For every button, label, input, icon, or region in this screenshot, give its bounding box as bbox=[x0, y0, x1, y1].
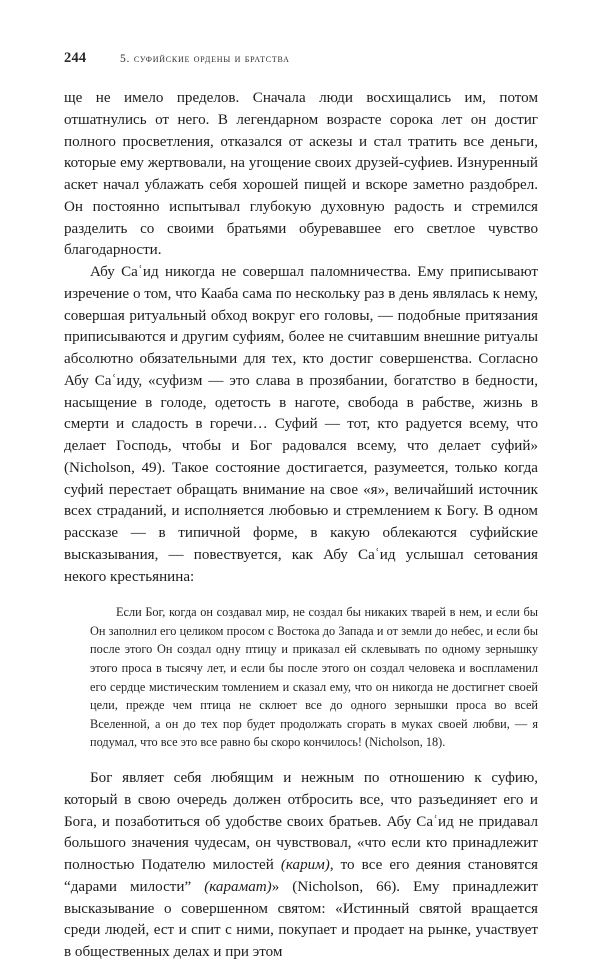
paragraph-continued: ще не имело пределов. Сначала люди восхищались им, потом отшатнулись от него. В легендарном возрасте сорока лет он достиг полного просветления, отказался от аскезы и стал тратить все деньги, которые ему жертвовали, на угощение своих друзей-суфиев. Изнуренный аскет начал ублажать себя хорошей пищей и вскоре заметно раздобрел. Он постоянно испытывал глубокую духовную радость и стремился разделить со своими братьями обуревавшее его светлое чувство благодарности. bbox=[64, 90, 538, 259]
paragraph-segment-1: Бог являет себя любящим и нежным по отношению к суфию, который в свою очередь должен отбросить все, что разъединяет его и Бога, и позаботиться об удобстве своих братьев. Абу Саʿид не придавал большого значения чудесам, он чувствовал, «что если кто принадлежит полностью Подателю милостей bbox=[64, 770, 538, 873]
text-block bbox=[64, 88, 538, 964]
italic-term-karamat: (карамат) bbox=[204, 878, 272, 895]
italic-term-karim: (карим) bbox=[280, 857, 330, 873]
running-head bbox=[64, 50, 538, 70]
paragraph-segment-2: , то все его деяния становятся “дарами милости” bbox=[64, 857, 538, 895]
chapter-title: 5. суфийские ордены и братства bbox=[120, 52, 290, 65]
spacer-above-blockquote bbox=[64, 588, 538, 595]
page-number: 244 bbox=[64, 50, 87, 66]
spacer-below-blockquote bbox=[64, 760, 538, 768]
blockquote-peasant-lament: Если Бог, когда он создавал мир, не создал бы никаких тварей в нем, и если бы Он заполнил его целиком просом с Востока до Запада и от земли до небес, и если бы после этого Он создал одну птицу и приказал ей склевывать по одному зернышку этого проса в тысячу лет, и если бы после этого он создал человека и воспламенил его сердце мистическим томлением и сказал ему, что он никогда не достигнет своей цели, прежде чем птица не склюет все до одного зернышки проса во всей Вселенной, а он до тех пор будет продолжать сгорать в муках своей любви, — я подумал, что все это все равно бы скоро кончилось! (Nicholson, 18). bbox=[90, 605, 538, 750]
paragraph-abu-said: Абу Саʿид никогда не совершал паломничества. Ему приписывают изречение о том, что Кааба сама по нескольку раз в день являлась к нему, совершая ритуальный обход вокруг его головы, — подобные притязания приписываются и другим суфиям, более не считавшим внешние ритуалы абсолютно обязательными для тех, кто достиг совершенства. Согласно Абу Саʿиду, «суфизм — это слава в прозябании, богатство в бедности, насыщение в голоде, одетость в наготе, свобода в рабстве, жизнь в смерти и сладость в горечи… Суфий — тот, кто радуется всему, что делает Господь, чтобы и Бог радовался всему, что делает суфий» (Nicholson, 49). Такое состояние достигается, разумеется, только когда суфий перестает обращать внимание на свое «я», величайший источник всех страданий, и исполняется любовью и стремлением к Богу. В одном рассказе — в типичной форме, в какую облекаются суфийские высказывания, — повествуется, как Абу Саʿид услышал сетования некого крестьянина: bbox=[64, 264, 538, 585]
paragraph-segment-3: » (Nicholson, 66). Ему принадлежит высказывание о совершенном святом: «Истинный святой вращается среди людей, ест и спит с ними, покупает и продает на рынке, участвует в общественных делах и при этом bbox=[64, 878, 538, 960]
paragraph-god-loving bbox=[64, 768, 538, 964]
